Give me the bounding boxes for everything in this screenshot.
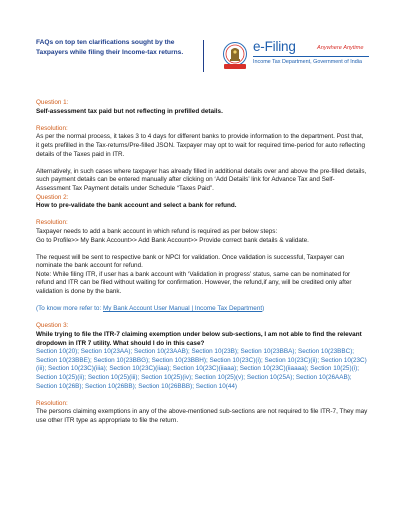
- document-title-line1: FAQs on top ten clarifications sought by the: [36, 39, 175, 46]
- question-1-text: Self-assessment tax paid but not reflecting in prefilled details.: [36, 107, 223, 115]
- resolution-2-paragraph-1a: Taxpayer needs to add a bank account in which refund is required as per below steps:: [36, 227, 278, 235]
- resolution-1-paragraph-1: As per the normal process, it takes 3 to 4 days for different banks to provide information to the department. Post that, it gets prefilled in the Tax-returns/Pre-filled JSON. Taxpayer may opt to wait for required time-period for auto reflecting details of the Taxes paid in ITR.: [36, 133, 366, 158]
- brand-underline: [253, 56, 369, 57]
- resolution-2-note: Note: While filing ITR, if user has a bank account with ‘Validation in progress’ status, same can be nominated for refund and ITR can be filed without waiting for confirmation. However, the refund,if any, will be credited only after validation is done by the bank.: [36, 270, 352, 296]
- question-3-text: While trying to file the ITR-7 claiming exemption under below sub-sections, I am not able to find the relevant dropdown in ITR 7 utility. What should I do in this case?: [36, 331, 362, 347]
- question-1-label: Question 1:: [36, 99, 69, 106]
- bank-account-manual-link[interactable]: My Bank Account User Manual | Income Tax Department: [102, 305, 263, 313]
- india-emblem-icon: [222, 40, 248, 70]
- resolution-3-paragraph-1: The persons claiming exemptions in any of the above-mentioned sub-sections are not required to file ITR-7, They may use other ITR type as appropriate to file the return.: [36, 408, 368, 424]
- resolution-3-label: Resolution:: [36, 399, 68, 407]
- question-3-label: Question 3:: [36, 322, 69, 330]
- resolution-2-paragraph-2: The request will be sent to respective bank or NPCI for validation. Once validation is successful, Taxpayer can nominate the bank account for refund.: [36, 253, 345, 270]
- question-3-sections-list: Section 10(20); Section 10(23AA); Section 10(23AAB); Section 10(23B); Section 10(23BBA); Section 10(23BBC); Section 10(23BBE); Section 10(23BBG); Section 10(23BBH); Section 10(23C)(i); Section 10(23C)(ii); Section 10(23C)(iii); Section 10(23C)(iiia); Section 10(23C)(iiaa); Section 10(23C)(iiaaa); Section 10(23C)(iiaaaa); Section 10(25)(i); Section 10(25)(ii); Section 10(25)(iii); Section 10(25)(iv); Section 10(25)(v); Section 10(25A); Section 10(26AAB); Section 10(26B); Section 10(26BB); Section 10(26BBB); Section 10(44): [36, 348, 367, 390]
- resolution-2-label: Resolution:: [36, 219, 68, 227]
- brand-tagline: Anywhere Anytime: [317, 45, 364, 51]
- resolution-2-paragraph-1b: Go to Profile>> My Bank Account>> Add Bank Account>> Provide correct bank details & validate.: [36, 236, 309, 244]
- resolution-1-paragraph-2: Alternatively, in such cases where taxpayer has already filled in additional details over and above the pre-filled details, such payment details can be entered manually after clicking on ‘Add Details’ link for Advance Tax and Self-Assessment Tax Payment details under Schedule “Taxes Paid”.: [36, 167, 367, 192]
- document-title: [36, 38, 216, 57]
- header-divider: [203, 40, 204, 72]
- document-title-line2: Taxpayers while filing their Income-tax returns.: [36, 48, 184, 56]
- brand-subtitle: Income Tax Department, Government of India: [253, 59, 362, 65]
- resolution-2-reference: [36, 305, 368, 314]
- faq-content: [36, 99, 368, 426]
- question-2-label: Question 2:: [36, 193, 69, 201]
- brand-name: e-Filing: [253, 39, 296, 54]
- reference-suffix: ): [262, 305, 265, 313]
- reference-prefix: (To know more refer to:: [36, 305, 103, 313]
- question-2-text: How to pre-validate the bank account and select a bank for refund.: [36, 202, 237, 210]
- resolution-1-label: Resolution:: [36, 124, 68, 132]
